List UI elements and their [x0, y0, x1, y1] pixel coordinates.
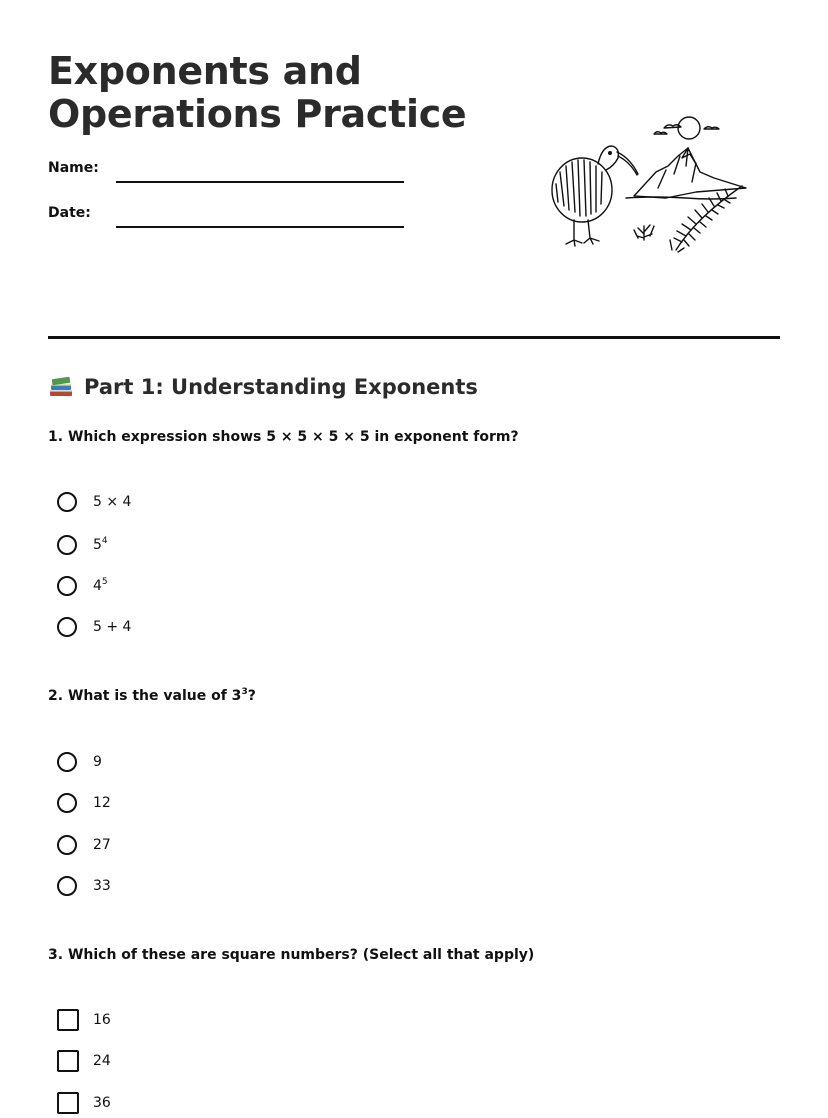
question-text: Which expression shows 5 × 5 × 5 × 5 in exponent form?: [67, 429, 519, 445]
date-label: Date:: [48, 205, 91, 221]
radio-button[interactable]: [57, 492, 77, 512]
q2-option-1[interactable]: [57, 750, 102, 774]
option-label: 12: [93, 795, 111, 811]
radio-button[interactable]: [57, 617, 77, 637]
title-line-2: Operations Practice: [48, 92, 467, 136]
option-label: 36: [93, 1095, 111, 1111]
q3-option-1[interactable]: [57, 1008, 111, 1032]
option-label: 24: [93, 1053, 111, 1069]
name-field[interactable]: [116, 181, 404, 183]
option-label: 5 × 4: [93, 494, 132, 510]
part-1-heading: [48, 374, 478, 400]
question-number: 2.: [48, 688, 64, 704]
q2-option-2[interactable]: [57, 791, 111, 815]
radio-button[interactable]: [57, 835, 77, 855]
page-title: [48, 50, 518, 136]
radio-button[interactable]: [57, 535, 77, 555]
date-field[interactable]: [116, 226, 404, 228]
checkbox[interactable]: [57, 1050, 79, 1072]
kiwi-bird-mountains-fern-icon: [546, 108, 752, 256]
q3-option-2[interactable]: [57, 1049, 111, 1073]
q2-option-3[interactable]: [57, 833, 111, 857]
option-label: $5^4$: [93, 536, 108, 553]
part-1-heading-text: Part 1: Understanding Exponents: [84, 375, 478, 399]
checkbox[interactable]: [57, 1092, 79, 1114]
option-label: 16: [93, 1012, 111, 1028]
q1-option-1[interactable]: [57, 490, 131, 514]
question-text: Which of these are square numbers? (Select all that apply): [67, 947, 535, 963]
title-line-1: Exponents and: [48, 49, 362, 93]
q1-option-2[interactable]: [57, 533, 108, 557]
option-label: 33: [93, 878, 111, 894]
question-number: 1.: [48, 429, 64, 445]
q3-option-3[interactable]: [57, 1091, 111, 1115]
option-label: 9: [93, 754, 102, 770]
q1-option-4[interactable]: [57, 615, 131, 639]
radio-button[interactable]: [57, 876, 77, 896]
question-text: What is the value of $3^3$?: [67, 687, 256, 704]
books-icon: [48, 374, 74, 400]
radio-button[interactable]: [57, 793, 77, 813]
question-number: 3.: [48, 947, 64, 963]
radio-button[interactable]: [57, 576, 77, 596]
option-label: 5 + 4: [93, 619, 132, 635]
q2-option-4[interactable]: [57, 874, 111, 898]
section-divider: [48, 336, 780, 339]
q1-option-3[interactable]: [57, 574, 108, 598]
checkbox[interactable]: [57, 1009, 79, 1031]
question-3: [48, 947, 534, 963]
question-2: [48, 688, 256, 704]
question-1: [48, 429, 519, 445]
option-label: $4^5$: [93, 577, 108, 594]
name-label: Name:: [48, 160, 99, 176]
option-label: 27: [93, 837, 111, 853]
radio-button[interactable]: [57, 752, 77, 772]
